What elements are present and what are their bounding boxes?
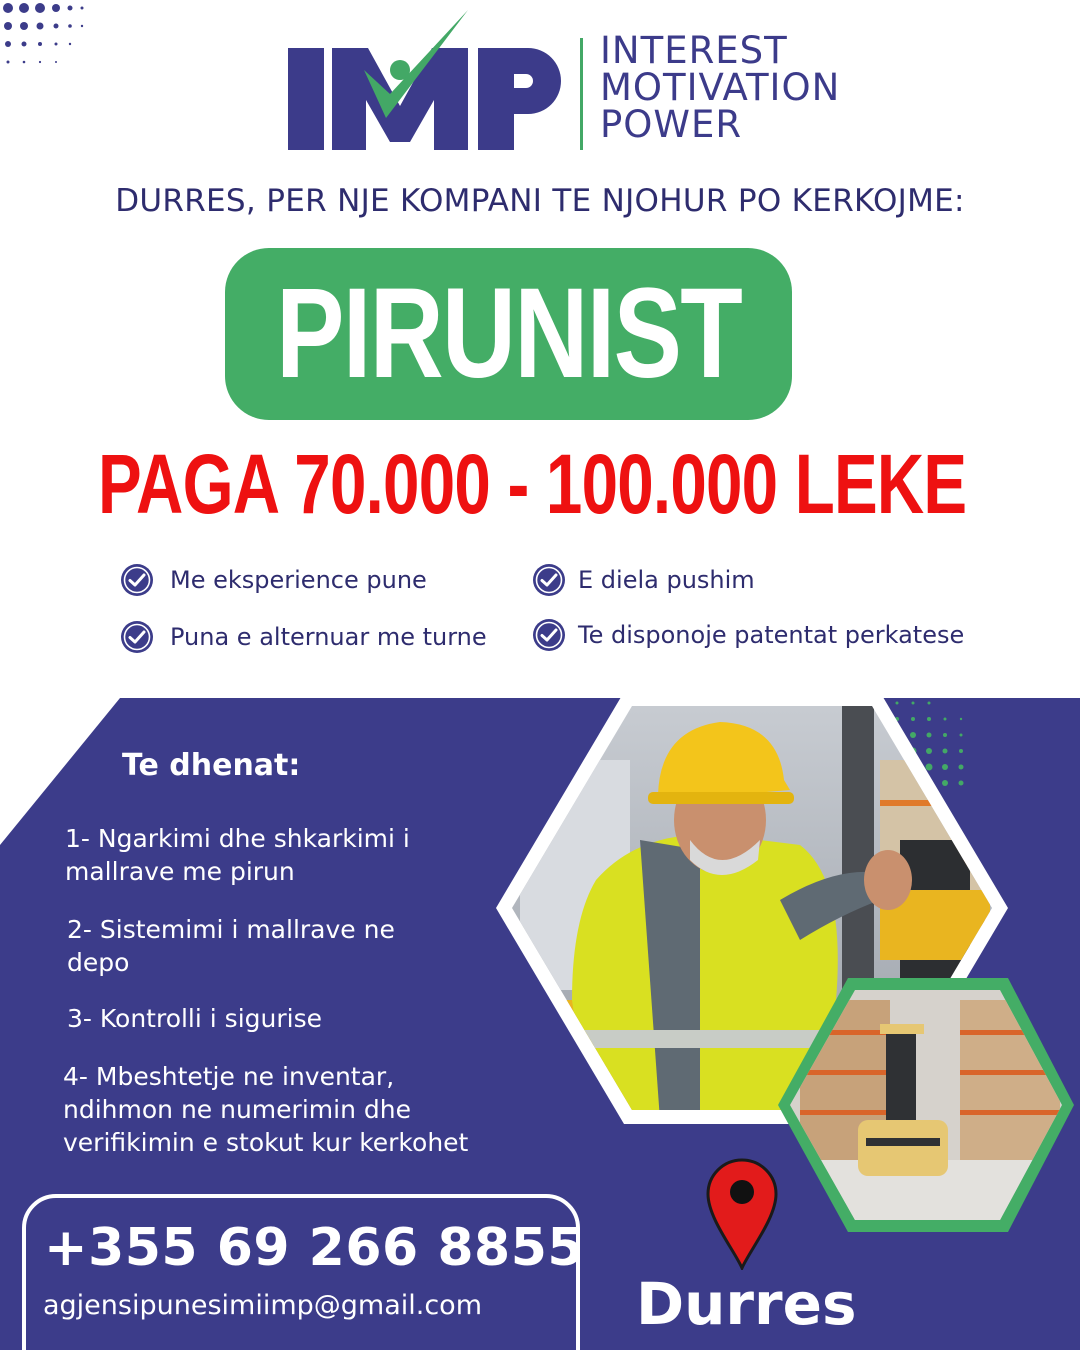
job-title: PIRUNIST [275, 262, 742, 405]
map-pin-icon [704, 1158, 780, 1270]
logo-line-motivation: MOTIVATION [600, 66, 841, 109]
requirement-label: E diela pushim [578, 566, 755, 594]
duty-line: verifikimin e stokut kur kerkohet [63, 1128, 469, 1157]
requirement-label: Puna e alternuar me turne [170, 623, 487, 651]
logo-line-interest: INTEREST [600, 29, 788, 72]
logo-letters-text: IMP [282, 10, 284, 11]
duty-line: 1- Ngarkimi dhe shkarkimi i [65, 824, 410, 853]
duty-line: 2- Sistemimi i mallrave ne [67, 915, 395, 944]
duty-line: 4- Mbeshtetje ne inventar, [63, 1062, 395, 1091]
logo-line-power: POWER [600, 103, 743, 146]
duty-line: ndihmon ne numerimin dhe [63, 1095, 411, 1124]
duty-line: 3- Kontrolli i sigurise [67, 1004, 322, 1033]
headline: DURRES, PER NJE KOMPANI TE NJOHUR PO KERKOJME: [115, 183, 965, 219]
details-title: Te dhenat: [122, 748, 301, 783]
requirement-label: Te disponoje patentat perkatese [578, 621, 965, 649]
phone-number[interactable]: +355 69 266 8855 [44, 1218, 585, 1278]
location-city: Durres [636, 1270, 857, 1338]
duty-line: depo [67, 948, 130, 977]
email-address[interactable]: agjensipunesimiimp@gmail.com [43, 1290, 483, 1321]
requirement-label: Me eksperience pune [170, 566, 427, 594]
duty-line: mallrave me pirun [65, 857, 295, 886]
salary-range: PAGA 70.000 - 100.000 LEKE [98, 437, 967, 531]
